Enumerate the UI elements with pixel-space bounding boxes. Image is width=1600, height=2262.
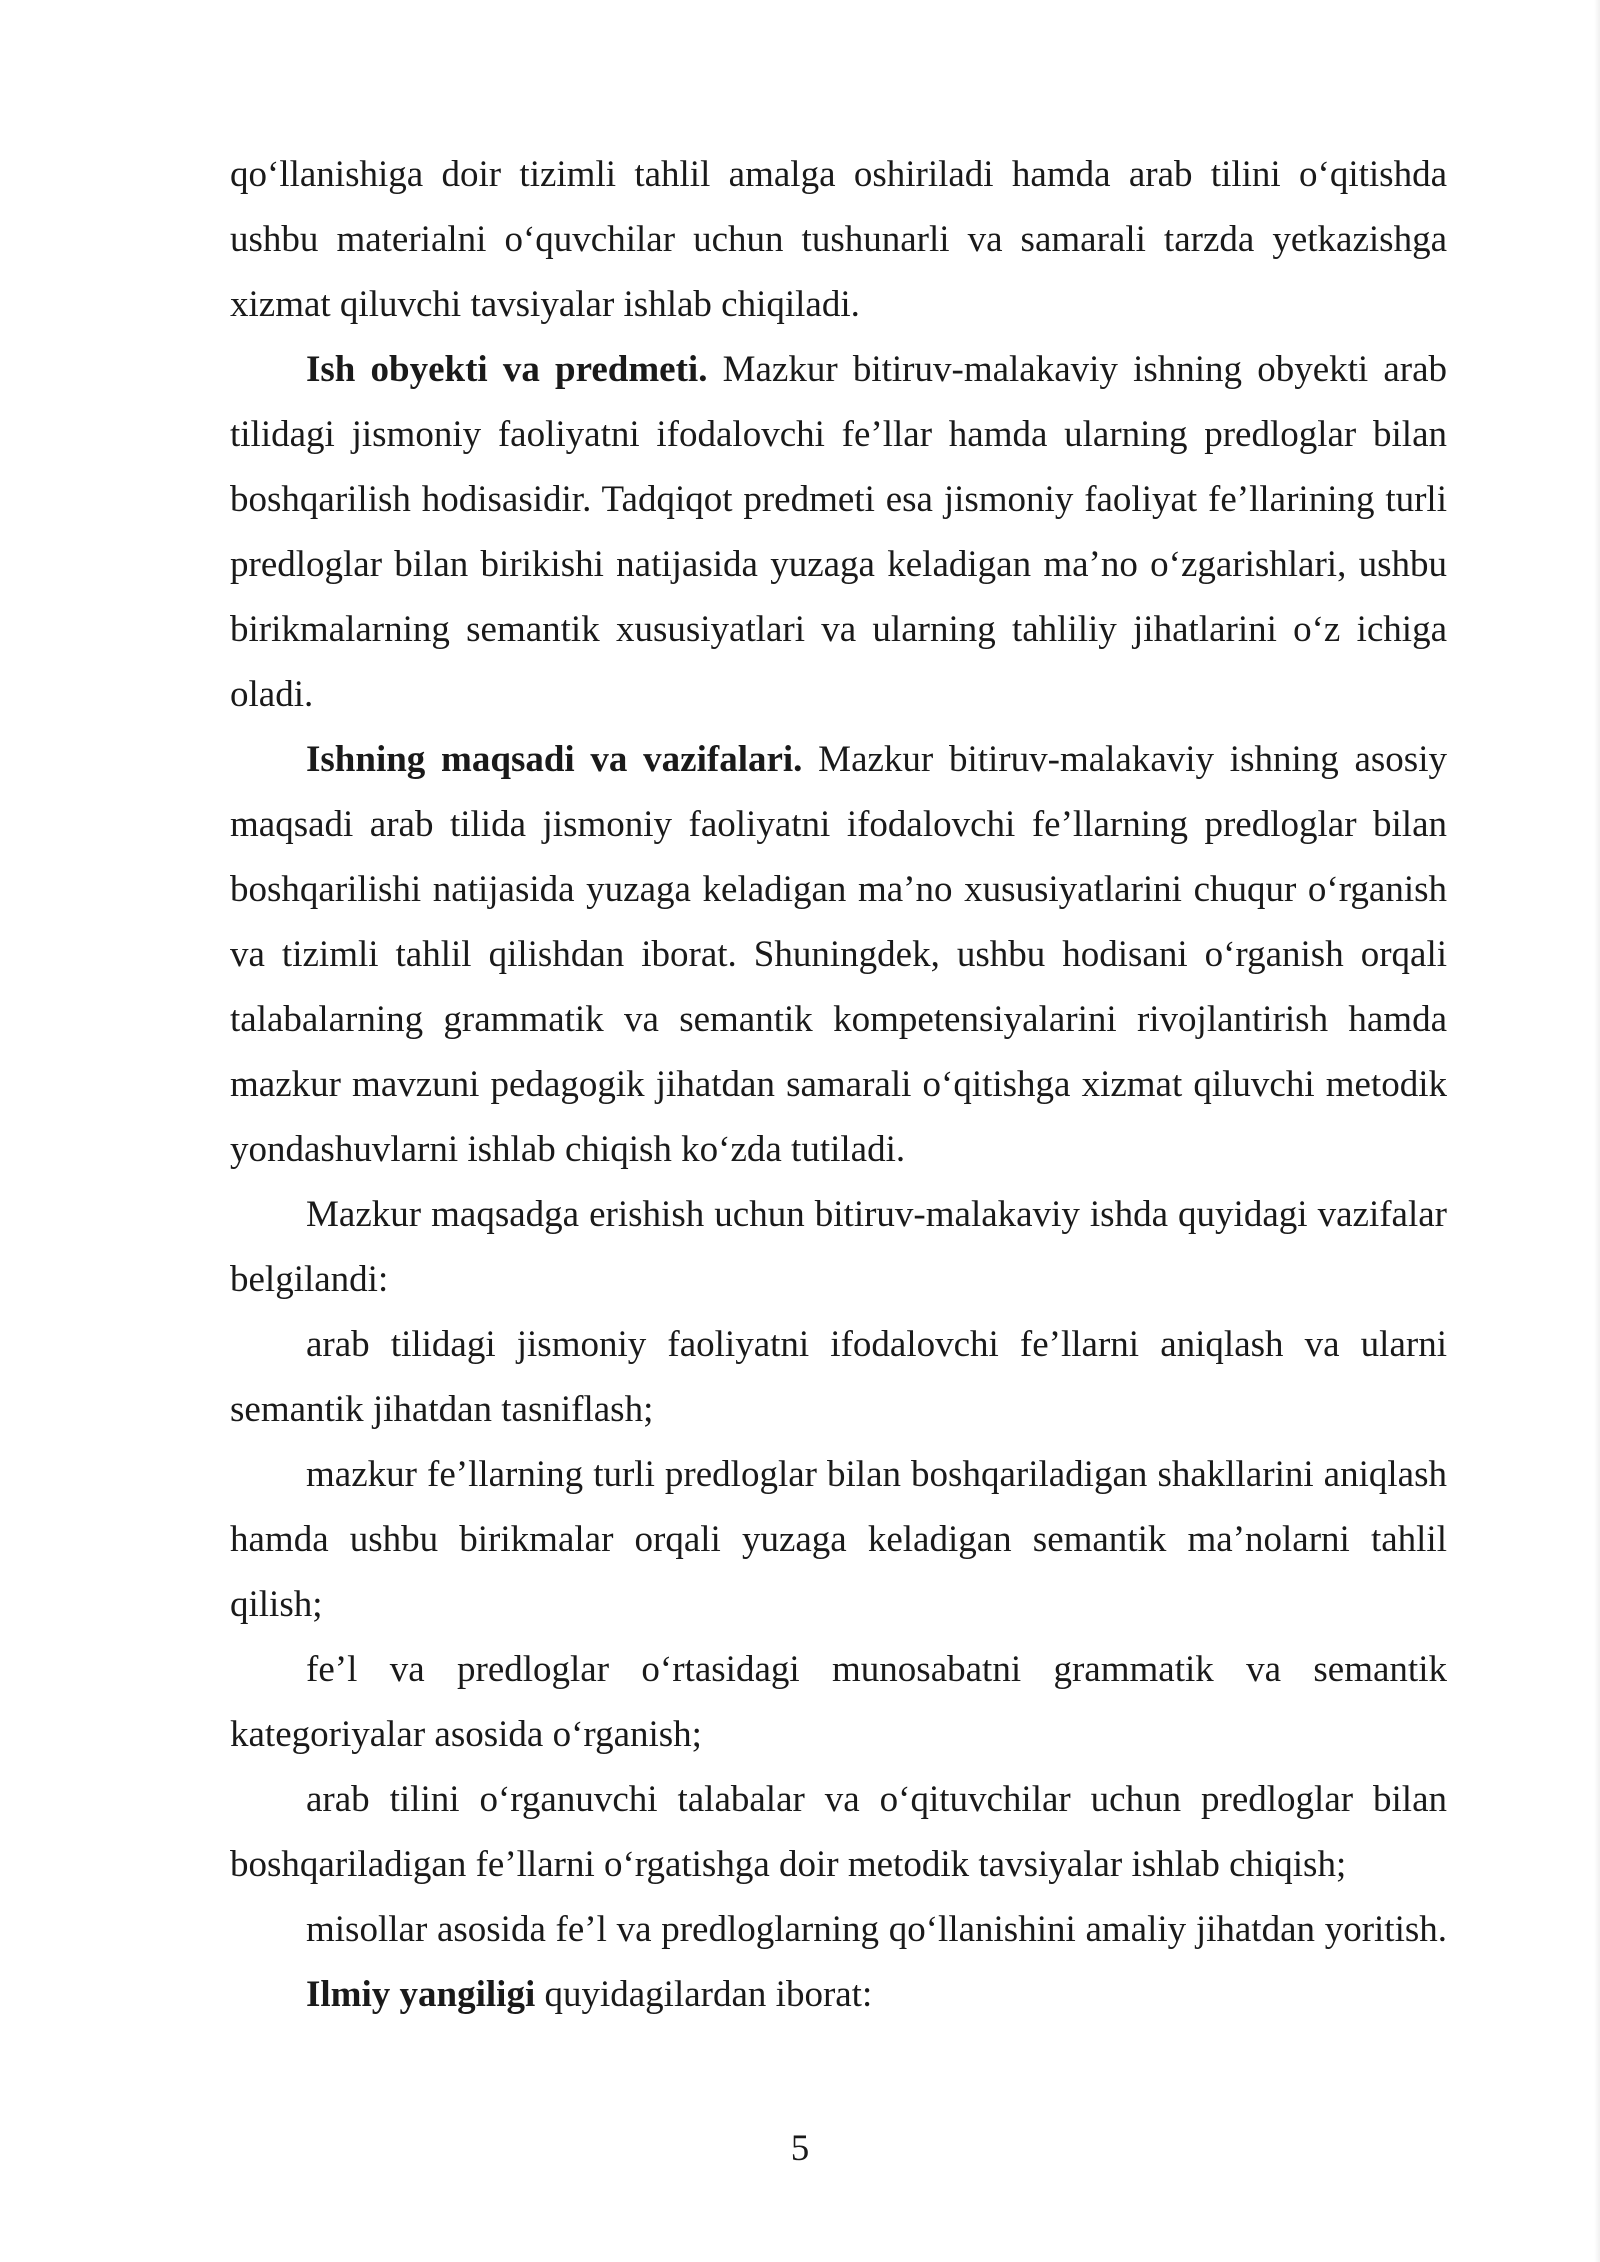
paragraph-heading: Ish obyekti va predmeti. [306, 349, 708, 390]
list-item-task [230, 1637, 1447, 1767]
paragraph-text: misollar asosida fe’l va predloglarning qo‘llanishini amaliy jihatdan yoritish. [306, 1909, 1447, 1950]
paragraph-text: Mazkur bitiruv-malakaviy ishning obyekti arab tilidagi jismoniy faoliyatni ifodalovchi fe’llar hamda ularning predloglar bilan boshqarilish hodisasidir. Tadqiqot predmeti esa jismoniy faoliyat fe’llarining turli predloglar bilan birikishi natijasida yuzaga keladigan ma’no o‘zgarishlari, ushbu birikmalarning semantik xususiyatlari va ularning tahliliy jihatlarini o‘z ichiga oladi. [230, 349, 1447, 715]
page-edge-shadow [1594, 0, 1600, 2262]
paragraph-tasks-intro [230, 1182, 1447, 1312]
paragraph-text: arab tilini o‘rganuvchi talabalar va o‘qituvchilar uchun predloglar bilan boshqariladigan fe’llarni o‘rgatishga doir metodik tavsiyalar ishlab chiqish; [230, 1779, 1447, 1885]
paragraph-text: arab tilidagi jismoniy faoliyatni ifodalovchi fe’llarni aniqlash va ularni semantik jihatdan tasniflash; [230, 1324, 1447, 1430]
list-item-task [230, 1442, 1447, 1637]
page-number: 5 [790, 2128, 810, 2169]
body-text [230, 142, 1447, 2027]
paragraph-text: fe’l va predloglar o‘rtasidagi munosabatni grammatik va semantik kategoriyalar asosida o‘rganish; [230, 1649, 1447, 1755]
paragraph-heading: Ilmiy yangiligi [306, 1974, 536, 2015]
paragraph-heading: Ishning maqsadi va vazifalari. [306, 739, 803, 780]
paragraph-text: Mazkur bitiruv-malakaviy ishning asosiy maqsadi arab tilida jismoniy faoliyatni ifodalovchi fe’llarning predloglar bilan boshqarilishi natijasida yuzaga keladigan ma’no xususiyatlarini chuqur o‘rganish va tizimli tahlil qilishdan iborat. Shuningdek, ushbu hodisani o‘rganish orqali talabalarning grammatik va semantik kompetensiyalarini rivojlantirish hamda mazkur mavzuni pedagogik jihatdan samarali o‘qitishga xizmat qiluvchi metodik yondashuvlarni ishlab chiqish ko‘zda tutiladi. [230, 739, 1447, 1170]
paragraph-text: qo‘llanishiga doir tizimli tahlil amalga oshiriladi hamda arab tilini o‘qitishda ushbu materialni o‘quvchilar uchun tushunarli va samarali tarzda yetkazishga xizmat qiluvchi tavsiyalar ishlab chiqiladi. [230, 154, 1447, 325]
paragraph-text: Mazkur maqsadga erishish uchun bitiruv-malakaviy ishda quyidagi vazifalar belgilandi: [230, 1194, 1447, 1300]
paragraph-continuation [230, 142, 1447, 337]
paragraph-text: quyidagilardan iborat: [535, 1974, 873, 2015]
paragraph-novelty [230, 1962, 1447, 2027]
list-item-task [230, 1312, 1447, 1442]
paragraph-goals-tasks [230, 727, 1447, 1182]
list-item-task [230, 1897, 1447, 1962]
list-item-task [230, 1767, 1447, 1897]
paragraph-object-subject [230, 337, 1447, 727]
paragraph-text: mazkur fe’llarning turli predloglar bilan boshqariladigan shakllarini aniqlash hamda ushbu birikmalar orqali yuzaga keladigan semantik ma’nolarni tahlil qilish; [230, 1454, 1447, 1625]
